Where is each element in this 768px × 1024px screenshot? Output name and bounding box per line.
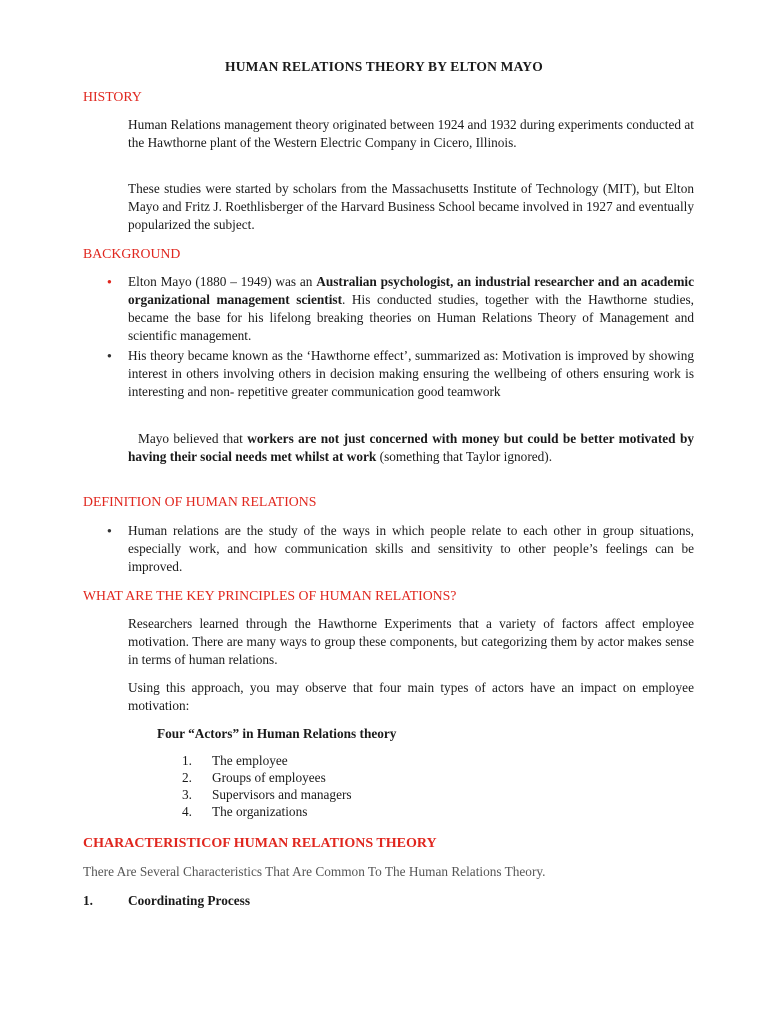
principles-heading: WHAT ARE THE KEY PRINCIPLES OF HUMAN RELATIONS? — [83, 588, 457, 603]
list-item-number: 4. — [182, 804, 192, 819]
actors-title: Four “Actors” in Human Relations theory — [157, 726, 397, 741]
bullet-1-text-pre: Elton Mayo (1880 – 1949) was an — [128, 274, 317, 289]
list-item-label: The employee — [212, 753, 288, 768]
characteristics-heading: CHARACTERISTICOF HUMAN RELATIONS THEORY — [83, 836, 437, 851]
background-bullet-2: ● His theory became known as the ‘Hawthorne effect’, summarized as: Motivation is improved by showing interest in others involving others in decision making ensuring the wellbeing of others ensuring work is interesting and non- repetitive greater communication good teamwork — [128, 347, 694, 401]
mayo-text-bold: workers are not just concerned with money but could be better motivated by having their social needs met whilst at work — [128, 431, 694, 464]
characteristics-intro: There Are Several Characteristics That Are Common To The Human Relations Theory. — [83, 864, 546, 879]
document-title: HUMAN RELATIONS THEORY BY ELTON MAYO — [225, 59, 543, 74]
mayo-belief-paragraph — [128, 430, 694, 466]
list-item-label: Supervisors and managers — [212, 787, 352, 802]
definition-heading: DEFINITION OF HUMAN RELATIONS — [83, 494, 317, 509]
history-paragraph-2: These studies were started by scholars from the Massachusetts Institute of Technology (MIT), but Elton Mayo and Fritz J. Roethlisberger of the Harvard Business School became involved in 1927 and eventually popularized the subject. — [128, 181, 694, 232]
history-paragraph-1: Human Relations management theory originated between 1924 and 1932 during experiments conducted at the Hawthorne plant of the Western Electric Company in Cicero, Illinois. — [128, 117, 694, 150]
list-item-label: The organizations — [212, 804, 308, 819]
list-item-number: 2. — [182, 770, 192, 785]
background-heading: BACKGROUND — [83, 246, 181, 261]
history-heading: HISTORY — [83, 89, 142, 104]
principles-paragraph-2: Using this approach, you may observe that four main types of actors have an impact on employee motivation: — [128, 680, 694, 713]
mayo-text-pre: Mayo believed that — [138, 431, 248, 446]
bullet-1-text-bold: Australian psychologist, an industrial researcher and an academic organizational management scientist — [128, 274, 694, 307]
mayo-text-post: (something that Taylor ignored). — [376, 449, 553, 464]
characteristic-number: 1. — [83, 893, 93, 908]
background-bullet-1 — [128, 273, 694, 345]
list-item-number: 3. — [182, 787, 192, 802]
list-item-number: 1. — [182, 753, 192, 768]
characteristic-label: Coordinating Process — [128, 893, 251, 908]
list-item-label: Groups of employees — [212, 770, 326, 785]
definition-bullet-1: ● Human relations are the study of the ways in which people relate to each other in group situations, especially work, and how communication skills and sensitivity to other people’s feelings can be improved. — [128, 522, 694, 576]
principles-paragraph-1: Researchers learned through the Hawthorne Experiments that a variety of factors affect employee motivation. There are many ways to group these components, but categorizing them by actor makes sense in terms of human relations. — [128, 616, 694, 667]
bullet-1-text-post: . His conducted studies, together with the Hawthorne studies, became the base for his lifelong breaking theories on Human Relations Theory of Management and scientific management. — [128, 292, 694, 343]
